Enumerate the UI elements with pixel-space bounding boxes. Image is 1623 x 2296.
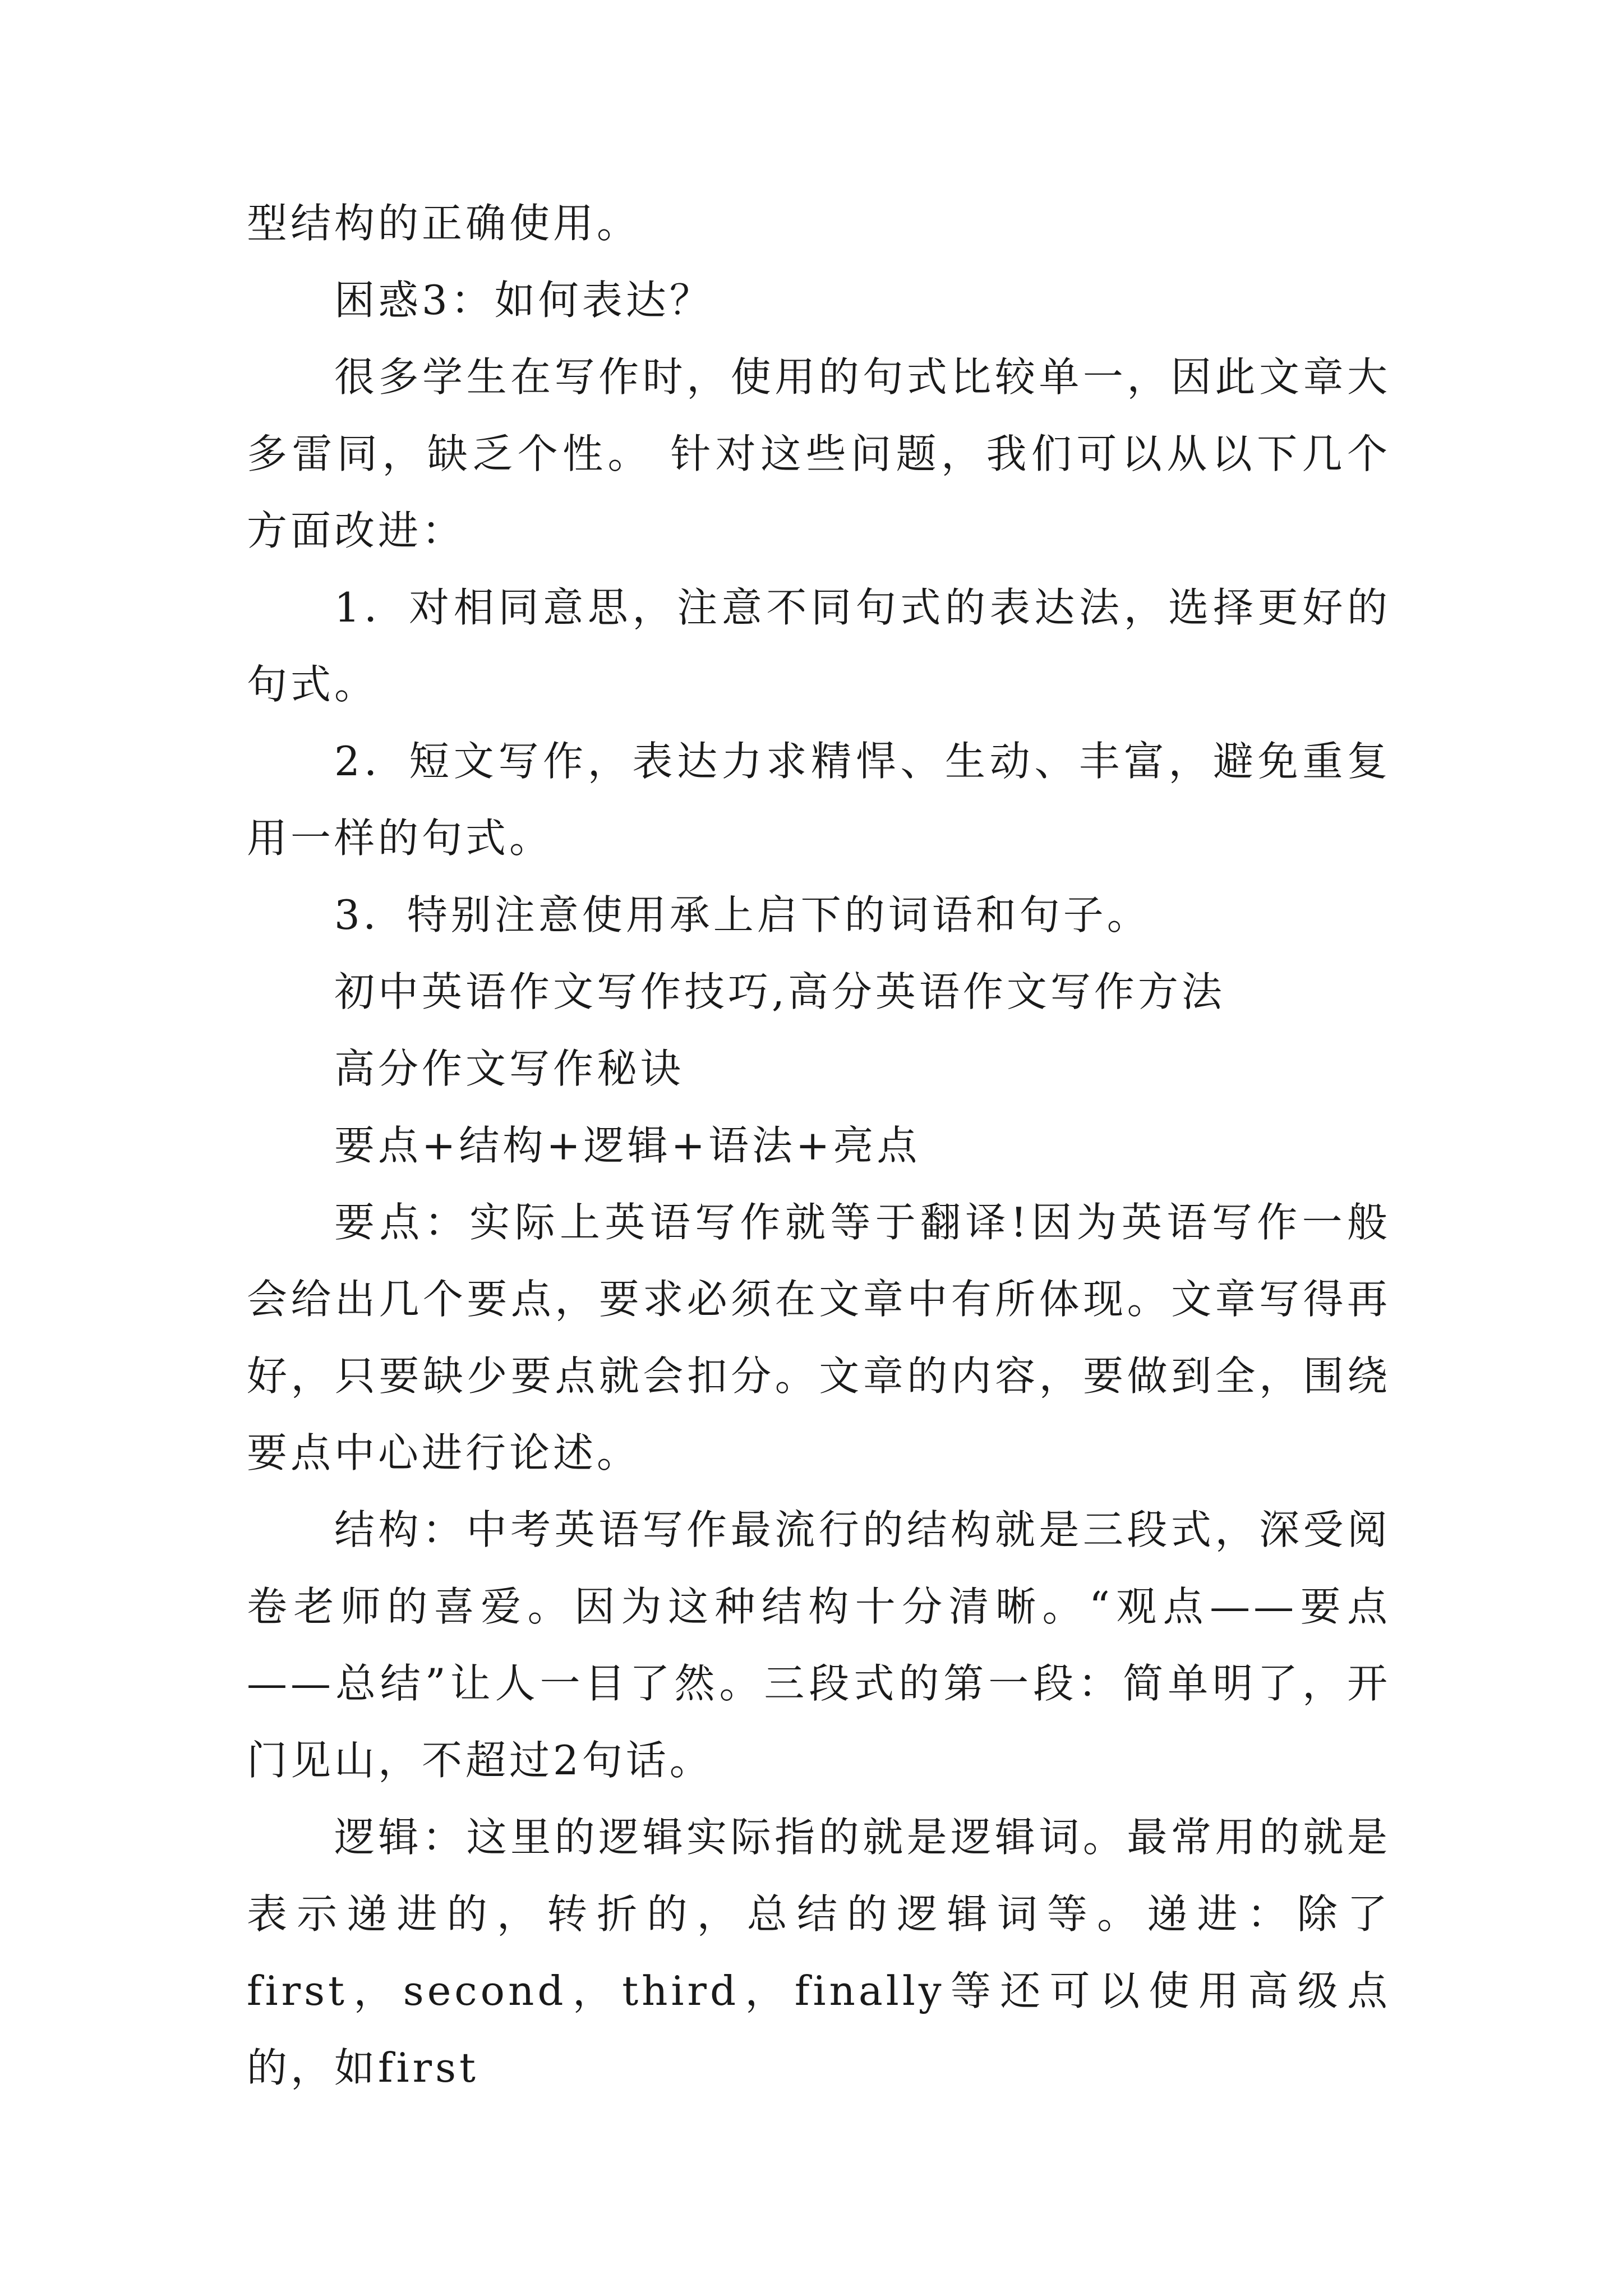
paragraph: 型结构的正确使用。 <box>247 200 641 247</box>
section-title: 初中英语作文写作技巧,高分英语作文写作方法 <box>334 968 1225 1015</box>
formula-line: 要点+结构+逻辑+语法+亮点 <box>334 1122 921 1169</box>
paragraph-heading: 困惑3：如何表达？ <box>334 277 713 324</box>
section-subtitle: 高分作文写作秘诀 <box>334 1045 685 1092</box>
document-body <box>247 185 1391 2106</box>
list-item: 3．特别注意使用承上启下的词语和句子。 <box>334 891 1151 938</box>
paragraph: 很多学生在写作时，使用的句式比较单一，因此文章大多雷同，缺乏个性。 针对这些问题，我们可以从以下几个方面改进： <box>247 353 1391 554</box>
paragraph: 要点：实际上英语写作就等于翻译!因为英语写作一般会给出几个要点，要求必须在文章中有所体现。文章写得再好，只要缺少要点就会扣分。文章的内容，要做到全，围绕要点中心进行论述。 <box>247 1199 1391 1476</box>
paragraph: 结构：中考英语写作最流行的结构就是三段式，深受阅卷老师的喜爱。因为这种结构十分清晰。“观点——要点——总结”让人一目了然。三段式的第一段：简单明了，开门见山，不超过2句话。 <box>247 1506 1391 1784</box>
paragraph: 逻辑：这里的逻辑实际指的就是逻辑词。最常用的就是表示递进的，转折的，总结的逻辑词等。递进：除了first，second，third，finally等还可以使用高级点的，如first <box>247 1814 1391 2091</box>
list-item: 1．对相同意思，注意不同句式的表达法，选择更好的句式。 <box>247 584 1391 708</box>
list-item: 2．短文写作，表达力求精悍、生动、丰富，避免重复用一样的句式。 <box>247 738 1391 862</box>
